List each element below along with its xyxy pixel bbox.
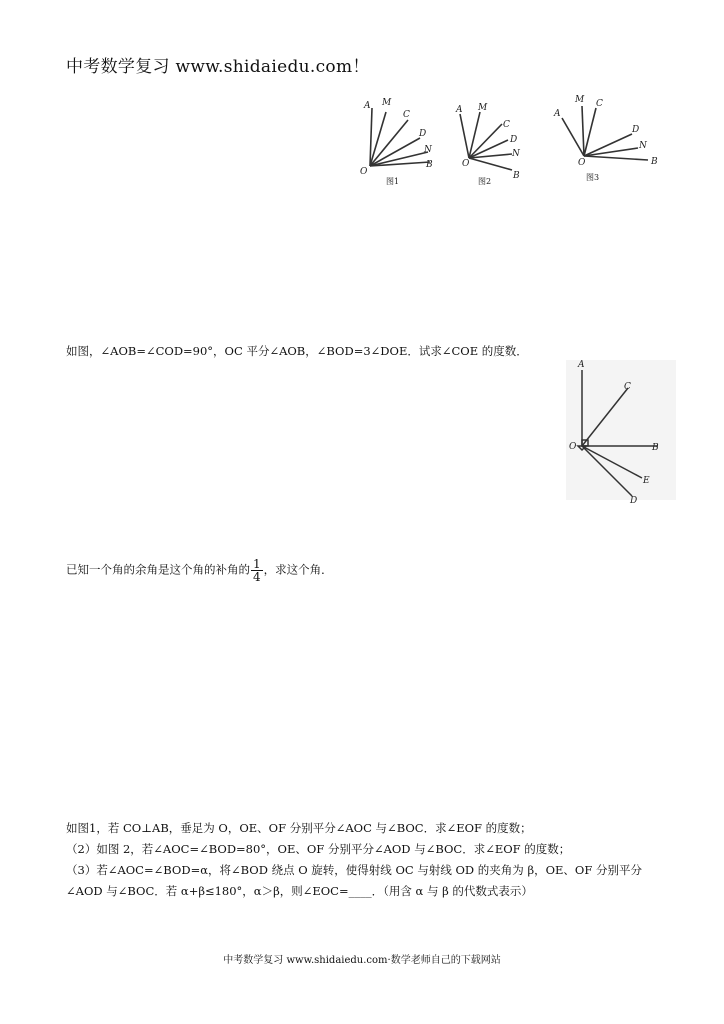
fraction-denominator: 4 bbox=[253, 570, 261, 584]
fig1-label-b: B bbox=[426, 160, 433, 170]
question-3 bbox=[66, 818, 642, 902]
q1-label-o: O bbox=[569, 442, 577, 452]
fig1-label-m: M bbox=[382, 98, 392, 108]
fig2-label-o: O bbox=[462, 159, 470, 169]
question-2-text bbox=[66, 558, 333, 583]
fig3-label-d: D bbox=[632, 125, 640, 135]
question-3-line-2: （2）如图 2，若∠AOC=∠BOD=80°，OE、OF 分别平分∠AOD 与∠BOC．求∠EOF 的度数； bbox=[66, 842, 571, 856]
fig2-label-d: D bbox=[510, 135, 518, 145]
fig3-label-m: M bbox=[575, 95, 585, 105]
fig1-caption: 图1 bbox=[386, 177, 400, 186]
fig3-label-a: A bbox=[554, 109, 561, 119]
fig1-label-d: D bbox=[419, 129, 427, 139]
fig3-label-b: B bbox=[651, 157, 658, 167]
fig2-label-a: A bbox=[456, 105, 463, 115]
fig3-caption: 图3 bbox=[586, 173, 600, 182]
fig1-label-a: A bbox=[364, 101, 371, 111]
fig1-label-c: C bbox=[403, 110, 410, 120]
question-2-fraction bbox=[251, 558, 263, 583]
question-3-line-1: 如图1，若 CO⊥AB，垂足为 O，OE、OF 分别平分∠AOC 与∠BOC．求∠EOF 的度数； bbox=[66, 821, 532, 835]
q1-label-b: B bbox=[652, 443, 659, 453]
fig2-label-m: M bbox=[478, 103, 488, 113]
fig1-label-o: O bbox=[360, 167, 368, 177]
fig2-caption: 图2 bbox=[478, 177, 492, 186]
q1-label-c: C bbox=[624, 382, 631, 392]
question-1-text: 如图，∠AOB=∠COD=90°，OC 平分∠AOB，∠BOD=3∠DOE．试求∠COE 的度数． bbox=[66, 344, 528, 358]
fig2-label-c: C bbox=[503, 120, 510, 130]
fig1-label-n: N bbox=[424, 145, 432, 155]
fig3-label-c: C bbox=[596, 99, 603, 109]
q1-label-d: D bbox=[630, 496, 638, 506]
q1-label-a: A bbox=[578, 360, 585, 370]
page-footer: 中考数学复习 www.shidaiedu.com·数学老师自己的下载网站 bbox=[223, 955, 501, 966]
fraction-numerator: 1 bbox=[253, 557, 261, 571]
question-2-text-before: 已知一个角的余角是这个角的补角的 bbox=[66, 562, 250, 577]
question-3-line-4: ∠AOD 与∠BOC．若 α+β≤180°，α＞β，则∠EOC=____．（用含 α 与 β 的代数式表示） bbox=[66, 884, 533, 898]
question-1-figure bbox=[566, 358, 676, 508]
q1-label-e: E bbox=[643, 476, 650, 486]
fig3-label-o: O bbox=[578, 158, 586, 168]
figures-top bbox=[356, 88, 666, 192]
question-2-text-after: ，求这个角． bbox=[263, 562, 333, 577]
fig3-label-n: N bbox=[639, 141, 647, 151]
question-3-line-3: （3）若∠AOC=∠BOD=α，将∠BOD 绕点 O 旋转，使得射线 OC 与射线 OD 的夹角为 β，OE、OF 分别平分 bbox=[66, 863, 642, 877]
fig2-label-b: B bbox=[513, 171, 520, 181]
page-header: 中考数学复习 www.shidaiedu.com！ bbox=[66, 57, 370, 77]
fig2-label-n: N bbox=[512, 149, 520, 159]
